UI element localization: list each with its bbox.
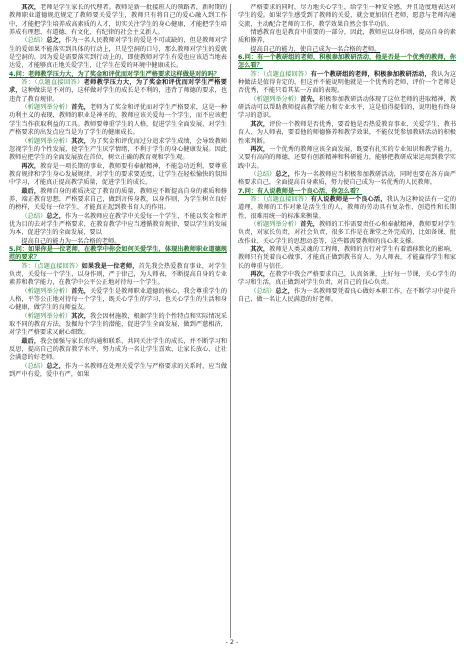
question-heading <box>9 246 227 263</box>
underlined-phrase: 提高自己的能力，使自己成为一名合格的老师。 <box>250 45 381 53</box>
paragraph <box>9 263 227 288</box>
lead-phrase: 有人说教师是一个良心活， <box>310 195 387 203</box>
paragraph <box>9 37 227 70</box>
paragraph-text: 教师的工作需要责任心和奉献精神，教师要对学生负责，对家长负责，对社会负责，很多工作是在课堂之外完成的，比如备课、批改作业、关心学生的思想动态等，这些都需要教师的良心来支撑。 <box>238 220 456 245</box>
paragraph <box>238 96 456 121</box>
question-heading <box>238 54 456 71</box>
lead-phrase: 再次， <box>250 271 270 278</box>
paragraph <box>238 4 456 29</box>
paragraph-text: 在教学中我会严格要求自己，认真备课，上好每一节课，关心学生的学习和生活，真正做到对学生负责，对自己的良心负责。 <box>238 271 456 287</box>
lead-phrase: 总之， <box>275 170 295 178</box>
paragraph-text: 教师自身的素质决定了教育的质量，教师应不断提高自身的素质和修养，端正教育思想，严格要求自己，做到言传身教，以身作则，为学生树立良好的榜样，关爱每一位学生，才能真正起到教书育人的作用。 <box>9 187 227 212</box>
paragraph-text: 作为一名教师应当积极参加教研活动，同时也要在各方面严格要求自己，全面提高自身素质，努力使自己成为一名优秀的人民教师。 <box>238 170 456 187</box>
paragraph <box>9 79 227 104</box>
lead-phrase: 其次， <box>71 312 90 320</box>
paragraph <box>238 171 456 188</box>
paragraph-text: 我会因材施教，根据学生的个性特点和实际情况采取不同的教育方法，发掘每个学生的潜能，促进学生全面发展，做到严慈相济，对学生严格要求又耐心细致。 <box>9 312 227 337</box>
question-text: 5.问：如果你是一位老师，在教学中你会如何关爱学生，体现出教师职业道德规范的要求？ <box>9 245 227 262</box>
lead-phrase: 再次， <box>21 162 41 170</box>
paragraph-text: 为了奖金和评优而过分追求学生成绩，会导致教师忽视学生的个性发展，使学生产生厌学情绪，不利于学生的身心健康发展。因此教师应把学生的全面发展放在首位，树立正确的教育观和学生观。 <box>9 137 227 162</box>
question-text: 7.问：有人说教师是一个良心活，你怎么看？ <box>238 187 363 195</box>
paragraph <box>9 163 227 188</box>
answer-label: 答：（点题直接回答） <box>250 70 311 78</box>
lead-phrase: 其次， <box>250 245 270 253</box>
lead-phrase: 如果我是一位老师， <box>81 262 139 270</box>
paragraph-text: 教师是人类灵魂的工程师，教师的言行对学生有着潜移默化的影响，教师只有凭着良心做事，才能真正做到教书育人、为人师表，才能赢得学生和家长的尊重与信任。 <box>238 245 456 270</box>
answer-label: 答：（点题直接回答） <box>21 79 84 87</box>
lead-phrase: 最后， <box>21 337 41 345</box>
lead-phrase: 再次， <box>250 145 270 153</box>
lead-phrase: 有一个教研组的老师，积极参加教研活动， <box>310 70 431 78</box>
paragraph-text: 作为一名人民教师对学生的爱是不可或缺的，但是教师对学生的爱如果不能落实到具体的行动上，只是空洞的口号，那么教师对学生的爱就是空洞的，因为爱是需要落实到行动上的，即使教师对学生有爱也应该适当地表达爱，才能够真正地关爱学生，让学生在爱的环境中健康成长。 <box>9 37 227 70</box>
underlined-phrase: 提高自己的能力为一名合格的老师。 <box>21 237 121 245</box>
answer-label: 答：（点题直接回答） <box>250 195 311 203</box>
paragraph-text: 作为一名教师要凭着良心做好本职工作，在不断学习中提升自己，做一名让人民满意的好老师。 <box>238 287 456 304</box>
answer-label: （析题列举分析） <box>21 137 72 145</box>
answer-label: （析题列举分析） <box>250 220 301 228</box>
paragraph <box>238 29 456 46</box>
paragraph <box>9 104 227 137</box>
answer-label: （总结） <box>21 212 47 220</box>
lead-phrase: 总之， <box>46 212 66 220</box>
paragraph-text: 老师为了奖金和评优而对学生严格要求，这是一种功利主义的表现，教师的职业是神圣的，教师应该关爱每一个学生，而不应该把学生当作获取利益的工具。教师要尊重学生的人格，促进学生全面发展，对学生严格要求的出发点应当是为了学生的健康成长。 <box>9 104 227 137</box>
paragraph-text: 作为一名教师在处理关爱学生与严格要求的关系时，应当做到严中有爱，爱中有严，如果 <box>9 362 227 379</box>
paragraph-text: 首先我会热爱教育事业，对学生负责，关爱每一个学生，以身作则，严于律己，为人师表，不断提高自身的专业素养和教学能力，在教学中公平公正地对待每一个学生。 <box>9 262 227 287</box>
paragraph-text: 严格要求的同时，尽力地关心学生，给学生一种安全感，并且适度地表达对学生的爱。如果学生感受到了教师的关爱，就会更加信任老师，愿意与老师沟通交流，主动配合老师的工作，教学效果自然会事半功倍。 <box>238 4 456 28</box>
lead-phrase: 总之， <box>46 362 66 370</box>
lead-phrase: 首先， <box>71 104 90 112</box>
lead-phrase: 首先， <box>300 220 319 228</box>
answer-label: （析题列举分析） <box>21 312 72 320</box>
question-text: 4.问：老师教学压力大，为了奖金和评优而对学生严格要求这样做是对的吗？ <box>9 70 220 78</box>
paragraph <box>9 363 227 380</box>
paragraph <box>238 288 456 305</box>
paragraph-text: 关爱学生是教师职业道德的核心，我会尊重学生的人格，平等公正地对待每一个学生，既关心学生的学习，也关心学生的生活和身心健康，做学生的良师益友。 <box>9 287 227 312</box>
question-heading <box>9 71 227 79</box>
paragraph-text: 评价一个教师是否优秀，要看他是否热爱教育事业、关爱学生、教书育人、为人师表，要看他的师德修养和教学效果，不能仅凭参加教研活动的积极性来判断。 <box>238 120 456 145</box>
paragraph <box>9 238 227 246</box>
paragraph-text: 一个优秀的教师应该全面发展，既要有扎实的专业知识和教学能力，又要有高尚的师德，还要有创新精神和科研能力，能够把教研成果运用到教学实践中去。 <box>238 145 456 170</box>
paragraph-text: 我会加强与家长的沟通和联系，共同关注学生的成长，并不断学习和反思，提高自己的教育教学水平，努力成为一名让学生喜欢、让家长放心、让社会满意的好老师。 <box>9 337 227 362</box>
paragraph <box>238 271 456 288</box>
paragraph-text: 情感教育也是教育中重要的一部分，因此，教师应以身作则，提高自身的素质和修养， <box>238 29 456 45</box>
lead-phrase: 其次， <box>21 4 41 11</box>
paragraph-text: 我认为这种做法是值得肯定的，但这并不能说明他就是一个优秀的老师，评价一个老师是否优秀，不能只看其某一方面的表现。 <box>238 70 456 95</box>
question-heading <box>238 188 456 196</box>
answer-label: （析题列举分析） <box>21 287 72 295</box>
lead-phrase: 其次， <box>71 137 90 145</box>
left-column <box>9 4 227 635</box>
right-column <box>238 4 456 635</box>
page-number: - 2 - <box>225 638 239 646</box>
paragraph <box>238 246 456 271</box>
lead-phrase: 总之， <box>46 37 66 45</box>
paragraph <box>238 46 456 54</box>
answer-label: （析题列举分析） <box>21 104 72 112</box>
lead-phrase: 最后， <box>21 187 41 195</box>
column-divider <box>230 4 231 638</box>
answer-label: （总结） <box>250 287 276 295</box>
paragraph <box>9 188 227 213</box>
paragraph <box>9 288 227 313</box>
lead-phrase: 首先， <box>71 287 90 295</box>
paragraph <box>238 71 456 96</box>
paragraph <box>9 138 227 163</box>
answer-label: （总结） <box>250 170 276 178</box>
paragraph <box>9 313 227 338</box>
answer-label: 答：（点题直接回答） <box>21 262 82 270</box>
paragraph <box>238 196 456 221</box>
paragraph <box>9 4 227 37</box>
paragraph-text: 老师是学生家长的代理者。教师是新一批接班人的领路者，新时期的教师职业道德规范规定了教师要关爱学生，教师只有将自己的爱心融入到工作中，才能把学生培养成高素质的人才，切实关注学生的身心健康，才能把学生培养成有理想、有道德、有文化、有纪律的社会主义新人。 <box>9 4 227 37</box>
answer-label: （析题列举分析） <box>250 95 301 103</box>
paragraph <box>238 221 456 246</box>
paragraph <box>9 213 227 238</box>
paragraph-text: 作为一名教师应在教学中关爱每一个学生，不能以奖金和评优为目的去对学生严格要求，在教育教学中应当遵循教育规律，要以学生的发展为本，促进学生的全面发展，要以 <box>9 212 227 237</box>
paragraph-text: 教育是一项长期的事业，教师要有奉献精神，不能急功近利，要尊重教育规律和学生身心发展规律，对学生的要求要适度，让学生在轻松愉快的氛围中学习，才能真正提高教学质量，促进学生的成长。 <box>9 162 227 187</box>
lead-phrase: 其次， <box>250 120 270 128</box>
paragraph <box>238 121 456 146</box>
paragraph <box>9 338 227 363</box>
question-text: 6.问：有一个教研组的老师，积极参加教研活动，他是否是一个优秀的教师，你怎么看？ <box>238 54 456 70</box>
paragraph <box>238 146 456 171</box>
paragraph-text: 我认为这种说法有一定的道理，教师的工作对象是活生生的人，教师的劳动具有复杂性、创造性和长期性，很难用统一的标准来衡量。 <box>238 195 456 220</box>
answer-label: （总结） <box>21 362 47 370</box>
paragraph-text: 积极参加教研活动体现了这位老师的进取精神，教研活动可以帮助教师提高教学能力和专业水平，这是值得提倡的，说明他有终身学习的意识。 <box>238 95 456 120</box>
lead-phrase: 首先， <box>300 95 319 103</box>
paragraph-text: 这种做法是不对的，这样做对学生的成长是不利的，违背了师德的要求，也违背了教育规律。 <box>9 87 227 103</box>
lead-phrase: 总之， <box>275 287 295 295</box>
lead-phrase: 老师教学压力大，为了奖金和评优而对学生严格要求， <box>9 79 227 95</box>
answer-label: （总结） <box>21 37 47 45</box>
